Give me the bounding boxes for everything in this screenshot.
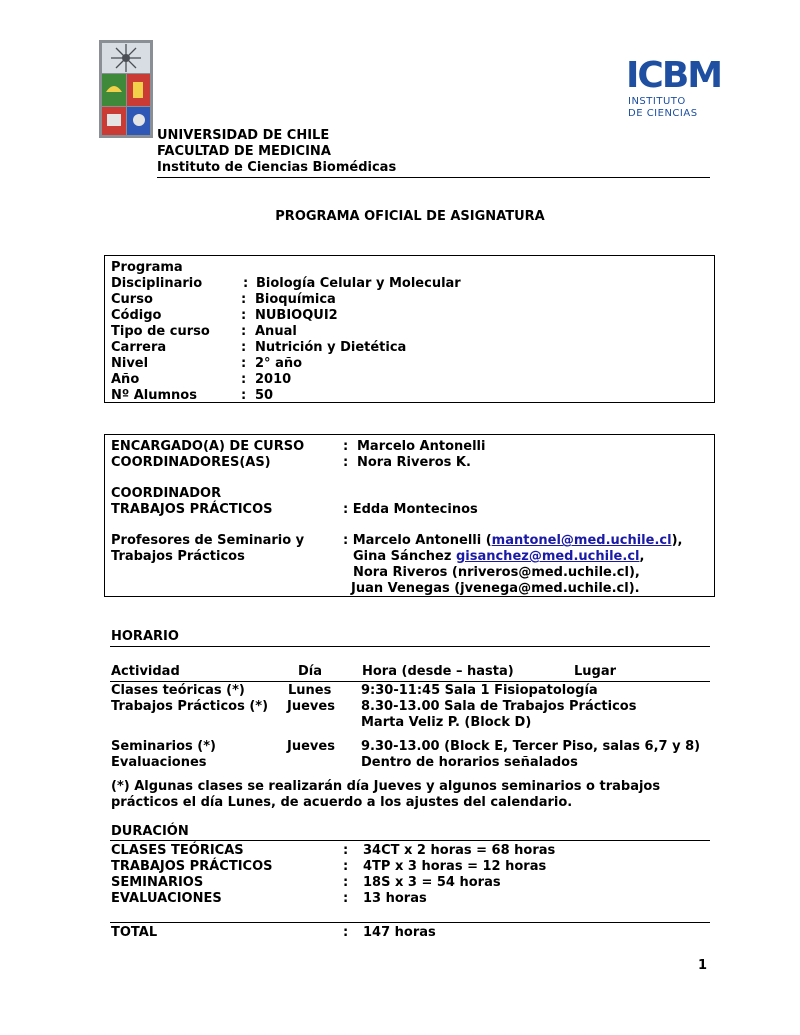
duracion-row-value: 34CT x 2 horas = 68 horas	[363, 843, 556, 858]
duracion-row-label: SEMINARIOS	[111, 875, 204, 890]
encargado-label: ENCARGADO(A) DE CURSO	[111, 439, 305, 454]
coord-tp-label-2: TRABAJOS PRÁCTICOS	[111, 502, 273, 517]
program-row-value: Anual	[255, 324, 297, 339]
horario-row-dia: Jueves	[287, 699, 335, 714]
horario-row-detalle: 9:30-11:45 Sala 1 Fisiopatología	[361, 683, 598, 698]
program-row-label: Año	[111, 372, 140, 387]
program-row-label: Tipo de curso	[111, 324, 210, 339]
program-row-label: Nº Alumnos	[111, 388, 197, 403]
faculty-name: FACULTAD DE MEDICINA	[157, 144, 331, 159]
coordinadores-value: Nora Riveros K.	[357, 455, 471, 470]
horario-row-detalle: Marta Veliz P. (Block D)	[361, 715, 532, 730]
professor-1-name: : Marcelo Antonelli (	[343, 533, 492, 548]
horario-note-line-2: prácticos el día Lunes, de acuerdo a los ajustes del calendario.	[111, 795, 573, 810]
duracion-row-label: EVALUACIONES	[111, 891, 222, 906]
horario-col-actividad: Actividad	[111, 664, 180, 679]
total-value: 147 horas	[363, 925, 436, 940]
horario-row-actividad: Seminarios (*)	[111, 739, 216, 754]
horario-col-dia: Día	[298, 664, 323, 679]
coord-tp-label-1: COORDINADOR	[111, 486, 222, 501]
program-row-value: 2° año	[255, 356, 303, 371]
encargado-colon: :	[343, 439, 349, 454]
encargado-value: Marcelo Antonelli	[357, 439, 486, 454]
profesores-label-2: Trabajos Prácticos	[111, 549, 245, 564]
program-row-value: NUBIOQUI2	[255, 308, 338, 323]
duracion-row-colon: :	[343, 843, 349, 858]
university-crest-logo	[99, 40, 153, 138]
horario-row-dia: Lunes	[288, 683, 332, 698]
program-row-value: 2010	[255, 372, 292, 387]
program-row-colon: :	[241, 356, 247, 371]
professor-2-name: Gina Sánchez	[353, 549, 456, 564]
program-row-label: Código	[111, 308, 162, 323]
professor-2-suffix: ,	[639, 549, 645, 564]
program-row-value: Bioquímica	[255, 292, 336, 307]
icbm-logo-line1: INSTITUTO	[628, 96, 686, 107]
duracion-row-label: TRABAJOS PRÁCTICOS	[111, 859, 273, 874]
page-number: 1	[698, 958, 708, 973]
horario-col-hora: Hora (desde – hasta)	[362, 664, 514, 679]
horario-row-detalle: 9.30-13.00 (Block E, Tercer Piso, salas 6,7 y 8)	[361, 739, 701, 754]
program-row-label: Carrera	[111, 340, 167, 355]
professor-3: Nora Riveros (nriveros@med.uchile.cl),	[353, 565, 640, 580]
program-row-value: Nutrición y Dietética	[255, 340, 407, 355]
program-row-value: 50	[255, 388, 274, 403]
duracion-row-value: 4TP x 3 horas = 12 horas	[363, 859, 547, 874]
icbm-logo-line2: DE CIENCIAS	[628, 108, 698, 119]
program-row-colon: :	[241, 324, 247, 339]
horario-heading: HORARIO	[111, 629, 179, 644]
professor-1	[343, 533, 682, 548]
program-row-colon: :	[243, 276, 249, 291]
total-label: TOTAL	[111, 925, 158, 940]
program-row-label: Nivel	[111, 356, 149, 371]
horario-col-lugar: Lugar	[574, 664, 617, 679]
duracion-row-value: 13 horas	[363, 891, 427, 906]
program-row-colon: :	[241, 388, 247, 403]
duracion-heading: DURACIÓN	[111, 824, 189, 839]
document-title: PROGRAMA OFICIAL DE ASIGNATURA	[275, 209, 545, 224]
horario-header-divider	[110, 681, 710, 682]
duracion-row-label: CLASES TEÓRICAS	[111, 843, 244, 858]
coordinadores-label: COORDINADORES(AS)	[111, 455, 271, 470]
horario-row-actividad: Clases teóricas (*)	[111, 683, 245, 698]
coordinadores-colon: :	[343, 455, 349, 470]
program-row-label: Curso	[111, 292, 153, 307]
total-divider	[110, 922, 710, 923]
program-heading: Programa	[111, 260, 183, 275]
horario-row-actividad: Evaluaciones	[111, 755, 207, 770]
horario-row-detalle: 8.30-13.00 Sala de Trabajos Prácticos	[361, 699, 637, 714]
icbm-logo	[626, 55, 722, 122]
horario-row-actividad: Trabajos Prácticos (*)	[111, 699, 269, 714]
duracion-row-colon: :	[343, 875, 349, 890]
coord-tp-value: : Edda Montecinos	[343, 502, 478, 517]
program-row-label: Disciplinario	[111, 276, 203, 291]
professor-2	[353, 549, 644, 564]
duracion-row-value: 18S x 3 = 54 horas	[363, 875, 501, 890]
professor-4: Juan Venegas (jvenega@med.uchile.cl).	[351, 581, 640, 596]
professor-2-email-link[interactable]: gisanchez@med.uchile.cl	[455, 549, 640, 564]
horario-row-detalle: Dentro de horarios señalados	[361, 755, 578, 770]
icbm-logo-mark: ICBM	[626, 55, 722, 96]
horario-divider	[110, 646, 710, 647]
duracion-divider	[110, 840, 710, 841]
duracion-row-colon: :	[343, 891, 349, 906]
university-name: UNIVERSIDAD DE CHILE	[157, 128, 330, 143]
total-colon: :	[343, 925, 349, 940]
program-row-value: Biología Celular y Molecular	[256, 276, 461, 291]
header-divider	[157, 177, 710, 178]
professor-1-suffix: ),	[671, 533, 683, 548]
program-row-colon: :	[241, 372, 247, 387]
program-row-colon: :	[241, 308, 247, 323]
horario-note-line-1: (*) Algunas clases se realizarán día Jueves y algunos seminarios o trabajos	[111, 779, 661, 794]
program-row-colon: :	[241, 292, 247, 307]
horario-row-dia: Jueves	[287, 739, 335, 754]
program-row-colon: :	[241, 340, 247, 355]
profesores-label-1: Profesores de Seminario y	[111, 533, 305, 548]
professor-1-email-link[interactable]: mantonel@med.uchile.cl	[491, 533, 672, 548]
institute-name: Instituto de Ciencias Biomédicas	[157, 160, 397, 175]
duracion-row-colon: :	[343, 859, 349, 874]
